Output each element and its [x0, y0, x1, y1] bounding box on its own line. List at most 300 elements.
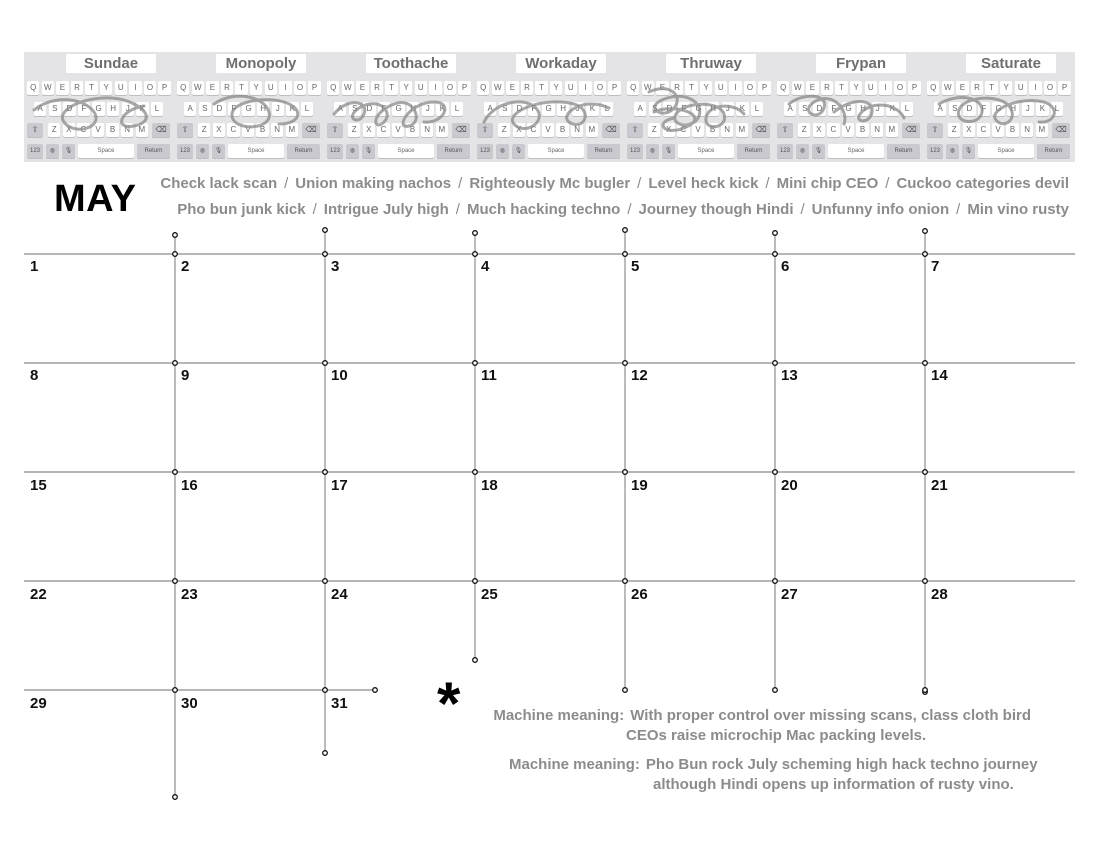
key: H: [257, 102, 269, 116]
key: D: [663, 102, 675, 116]
key: L: [151, 102, 163, 116]
key: S: [949, 102, 961, 116]
key: I: [729, 81, 741, 95]
key: M: [586, 123, 598, 137]
note-label: Machine meaning:: [493, 707, 625, 724]
key: 🎙: [212, 144, 225, 158]
key: ⌫: [302, 123, 320, 137]
key: C: [827, 123, 839, 137]
key: E: [506, 81, 518, 95]
grid-node: [323, 470, 328, 475]
key: G: [542, 102, 554, 116]
key: V: [242, 123, 254, 137]
grid-node: [923, 579, 928, 584]
key: R: [221, 81, 233, 95]
grid-node: [323, 688, 328, 693]
date-number: 18: [481, 477, 498, 494]
key: M: [736, 123, 748, 137]
key: M: [286, 123, 298, 137]
grid-node: [173, 470, 178, 475]
key: I: [129, 81, 141, 95]
day-label: Toothache: [366, 54, 456, 73]
date-number: 31: [331, 695, 348, 712]
key: X: [813, 123, 825, 137]
phrase: Intrigue July high: [323, 201, 449, 218]
key: Q: [177, 81, 189, 95]
month-title: MAY: [54, 178, 137, 220]
key: Return: [887, 144, 920, 158]
phrase: Unfunny info onion: [811, 201, 950, 218]
phrase-separator: /: [800, 201, 805, 218]
key: ⌫: [152, 123, 170, 137]
key: U: [115, 81, 127, 95]
key: ◍: [946, 144, 959, 158]
phrase-separator: /: [312, 201, 317, 218]
key: W: [192, 81, 204, 95]
key: 123: [327, 144, 343, 158]
key: E: [56, 81, 68, 95]
key: Space: [528, 144, 584, 158]
key: N: [121, 123, 133, 137]
date-number: 21: [931, 477, 948, 494]
date-number: 13: [781, 367, 798, 384]
key: 123: [27, 144, 43, 158]
date-number: 8: [30, 367, 39, 384]
grid-node: [323, 579, 328, 584]
key: T: [835, 81, 847, 95]
date-number: 14: [931, 367, 948, 384]
grid-node: [773, 252, 778, 257]
phrase-separator: /: [765, 175, 770, 192]
key: I: [579, 81, 591, 95]
key: D: [813, 102, 825, 116]
date-number: 7: [931, 258, 940, 275]
key: O: [744, 81, 756, 95]
phrase-separator: /: [956, 201, 961, 218]
machine-meaning-note-2: [509, 755, 1069, 795]
key: ⇧: [927, 123, 943, 137]
key: T: [85, 81, 97, 95]
key: A: [334, 102, 346, 116]
key: G: [242, 102, 254, 116]
key: C: [977, 123, 989, 137]
key: J: [1022, 102, 1034, 116]
grid-node: [173, 252, 178, 257]
grid-node: [773, 470, 778, 475]
key: ⌫: [1052, 123, 1070, 137]
key: Z: [648, 123, 660, 137]
key: T: [535, 81, 547, 95]
key: Q: [327, 81, 339, 95]
key: W: [42, 81, 54, 95]
key: X: [963, 123, 975, 137]
key: J: [572, 102, 584, 116]
key: 123: [177, 144, 193, 158]
grid-node: [173, 233, 178, 238]
date-number: 30: [181, 695, 198, 712]
key: O: [894, 81, 906, 95]
key: P: [158, 81, 170, 95]
phrase-separator: /: [458, 175, 463, 192]
key: F: [678, 102, 690, 116]
key: J: [272, 102, 284, 116]
date-number: 24: [331, 586, 348, 603]
phrase-separator: /: [284, 175, 289, 192]
grid-node: [623, 688, 628, 693]
key: Z: [198, 123, 210, 137]
key: U: [415, 81, 427, 95]
key: P: [908, 81, 920, 95]
key: Z: [48, 123, 60, 137]
date-number: 5: [631, 258, 640, 275]
key: E: [806, 81, 818, 95]
key: X: [663, 123, 675, 137]
key: J: [422, 102, 434, 116]
key: R: [71, 81, 83, 95]
key: L: [901, 102, 913, 116]
grid-node: [623, 579, 628, 584]
key: R: [521, 81, 533, 95]
phrase: Check lack scan: [160, 175, 278, 192]
date-number: 4: [481, 258, 490, 275]
key: D: [63, 102, 75, 116]
key: O: [594, 81, 606, 95]
key: K: [1036, 102, 1048, 116]
key: I: [879, 81, 891, 95]
key: H: [1007, 102, 1019, 116]
grid-node: [923, 252, 928, 257]
grid-node: [923, 229, 928, 234]
day-label: Frypan: [816, 54, 906, 73]
key: Return: [1037, 144, 1070, 158]
key: S: [349, 102, 361, 116]
date-number: 23: [181, 586, 198, 603]
key: T: [235, 81, 247, 95]
key: V: [692, 123, 704, 137]
key: B: [1006, 123, 1018, 137]
key: K: [286, 102, 298, 116]
key: D: [213, 102, 225, 116]
key: ⌫: [602, 123, 620, 137]
key: Y: [250, 81, 262, 95]
key: X: [513, 123, 525, 137]
grid-node: [623, 252, 628, 257]
phrase: Union making nachos: [295, 175, 452, 192]
key: E: [356, 81, 368, 95]
key: L: [301, 102, 313, 116]
key: D: [363, 102, 375, 116]
key: Q: [627, 81, 639, 95]
date-number: 3: [331, 258, 340, 275]
key: W: [942, 81, 954, 95]
key: R: [371, 81, 383, 95]
key: R: [971, 81, 983, 95]
key: F: [378, 102, 390, 116]
key: Y: [850, 81, 862, 95]
key: D: [513, 102, 525, 116]
date-number: 11: [481, 367, 497, 384]
phrase: Pho bun junk kick: [177, 201, 306, 218]
key: Return: [587, 144, 620, 158]
day-label: Saturate: [966, 54, 1056, 73]
note-line: Pho Bun rock July scheming high hack techno journey: [645, 756, 1038, 773]
grid-node: [923, 688, 928, 693]
key: H: [857, 102, 869, 116]
key: A: [784, 102, 796, 116]
key: W: [642, 81, 654, 95]
grid-node: [623, 361, 628, 366]
key: O: [444, 81, 456, 95]
key: Return: [437, 144, 470, 158]
key: Y: [100, 81, 112, 95]
key: 123: [777, 144, 793, 158]
key: F: [828, 102, 840, 116]
key: I: [279, 81, 291, 95]
grid-node: [773, 361, 778, 366]
key: S: [49, 102, 61, 116]
key: T: [985, 81, 997, 95]
key: B: [256, 123, 268, 137]
key: ◍: [346, 144, 359, 158]
date-number: 12: [631, 367, 648, 384]
key: L: [1051, 102, 1063, 116]
key: ◍: [646, 144, 659, 158]
phrase: Mini chip CEO: [776, 175, 879, 192]
key: 🎙: [362, 144, 375, 158]
key: Space: [228, 144, 284, 158]
key: X: [213, 123, 225, 137]
key: B: [556, 123, 568, 137]
grid-node: [773, 231, 778, 236]
key: H: [107, 102, 119, 116]
grid-node: [923, 470, 928, 475]
key: E: [956, 81, 968, 95]
key: C: [227, 123, 239, 137]
key: F: [228, 102, 240, 116]
grid-node: [473, 579, 478, 584]
key: A: [484, 102, 496, 116]
key: ⇧: [327, 123, 343, 137]
key: H: [707, 102, 719, 116]
phrase: Level heck kick: [648, 175, 759, 192]
key: G: [692, 102, 704, 116]
key: K: [736, 102, 748, 116]
key: X: [63, 123, 75, 137]
grid-node: [473, 252, 478, 257]
key: T: [385, 81, 397, 95]
key: P: [308, 81, 320, 95]
key: U: [865, 81, 877, 95]
key: 🎙: [812, 144, 825, 158]
key: W: [492, 81, 504, 95]
key: V: [842, 123, 854, 137]
key: P: [458, 81, 470, 95]
grid-node: [473, 470, 478, 475]
day-label: Sundae: [66, 54, 156, 73]
note-label: Machine meaning:: [509, 756, 640, 773]
asterisk-symbol: *: [437, 670, 461, 737]
key: P: [608, 81, 620, 95]
key: B: [406, 123, 418, 137]
key: O: [294, 81, 306, 95]
phrase: Righteously Mc bugler: [469, 175, 631, 192]
key: A: [184, 102, 196, 116]
key: U: [715, 81, 727, 95]
key: M: [886, 123, 898, 137]
key: V: [92, 123, 104, 137]
key: Space: [78, 144, 134, 158]
key: M: [136, 123, 148, 137]
key: N: [1021, 123, 1033, 137]
key: M: [1036, 123, 1048, 137]
key: ⌫: [452, 123, 470, 137]
grid-node: [623, 228, 628, 233]
phrase-separator: /: [885, 175, 890, 192]
key: R: [821, 81, 833, 95]
key: M: [436, 123, 448, 137]
key: Space: [378, 144, 434, 158]
key: G: [92, 102, 104, 116]
date-number: 16: [181, 477, 198, 494]
note-line: With proper control over missing scans, class cloth bird: [630, 707, 1031, 724]
key: O: [1044, 81, 1056, 95]
key: J: [872, 102, 884, 116]
key: 123: [627, 144, 643, 158]
key: ◍: [796, 144, 809, 158]
key: Q: [927, 81, 939, 95]
key: X: [363, 123, 375, 137]
key: Y: [1000, 81, 1012, 95]
key: ⇧: [27, 123, 43, 137]
key: N: [271, 123, 283, 137]
key: L: [601, 102, 613, 116]
key: A: [934, 102, 946, 116]
key: Return: [287, 144, 320, 158]
date-number: 6: [781, 258, 790, 275]
grid-node: [473, 361, 478, 366]
key: A: [634, 102, 646, 116]
date-number: 17: [331, 477, 348, 494]
key: 123: [477, 144, 493, 158]
key: V: [392, 123, 404, 137]
key: Y: [550, 81, 562, 95]
key: F: [978, 102, 990, 116]
key: ◍: [46, 144, 59, 158]
key: F: [528, 102, 540, 116]
key: G: [992, 102, 1004, 116]
date-number: 27: [781, 586, 798, 603]
grid-node: [473, 231, 478, 236]
phrase: Cuckoo categories devil: [896, 175, 1069, 192]
key: J: [122, 102, 134, 116]
key: J: [722, 102, 734, 116]
key: F: [78, 102, 90, 116]
key: B: [706, 123, 718, 137]
key: I: [429, 81, 441, 95]
grid-node: [923, 361, 928, 366]
key: ⌫: [902, 123, 920, 137]
key: D: [963, 102, 975, 116]
grid-node: [323, 361, 328, 366]
key: 123: [927, 144, 943, 158]
grid-node: [473, 658, 478, 663]
key: ⇧: [777, 123, 793, 137]
key: Space: [978, 144, 1034, 158]
key: C: [77, 123, 89, 137]
phrase: Journey though Hindi: [638, 201, 794, 218]
key: S: [649, 102, 661, 116]
grid-node: [623, 470, 628, 475]
date-number: 19: [631, 477, 648, 494]
key: 🎙: [62, 144, 75, 158]
key: Z: [948, 123, 960, 137]
phrase-separator: /: [637, 175, 642, 192]
key: Q: [27, 81, 39, 95]
note-line: CEOs raise microchip Mac packing levels.: [626, 727, 927, 744]
grid-node: [773, 579, 778, 584]
key: N: [421, 123, 433, 137]
key: ⇧: [177, 123, 193, 137]
key: C: [377, 123, 389, 137]
key: B: [106, 123, 118, 137]
key: I: [1029, 81, 1041, 95]
phrase: Min vino rusty: [967, 201, 1069, 218]
key: R: [671, 81, 683, 95]
phrase-separator: /: [627, 201, 632, 218]
key: N: [721, 123, 733, 137]
date-number: 15: [30, 477, 47, 494]
key: P: [758, 81, 770, 95]
key: E: [206, 81, 218, 95]
key: H: [407, 102, 419, 116]
key: C: [527, 123, 539, 137]
key: P: [1058, 81, 1070, 95]
date-number: 2: [181, 258, 190, 275]
grid-node: [323, 252, 328, 257]
key: G: [842, 102, 854, 116]
key: T: [685, 81, 697, 95]
key: A: [34, 102, 46, 116]
key: Space: [828, 144, 884, 158]
date-number: 25: [481, 586, 498, 603]
date-number: 10: [331, 367, 348, 384]
date-number: 22: [30, 586, 47, 603]
key: B: [856, 123, 868, 137]
key: K: [436, 102, 448, 116]
key: H: [557, 102, 569, 116]
grid-node: [173, 688, 178, 693]
key: ⌫: [752, 123, 770, 137]
date-number: 20: [781, 477, 798, 494]
key: ◍: [496, 144, 509, 158]
key: 🎙: [512, 144, 525, 158]
key: Y: [700, 81, 712, 95]
grid-node: [773, 688, 778, 693]
key: Q: [777, 81, 789, 95]
key: W: [342, 81, 354, 95]
key: L: [751, 102, 763, 116]
key: K: [886, 102, 898, 116]
key: L: [451, 102, 463, 116]
key: Q: [477, 81, 489, 95]
key: ⇧: [627, 123, 643, 137]
key: Space: [678, 144, 734, 158]
machine-meaning-note-1: [483, 706, 1043, 746]
key: 🎙: [962, 144, 975, 158]
date-number: 28: [931, 586, 948, 603]
key: E: [656, 81, 668, 95]
key: U: [565, 81, 577, 95]
